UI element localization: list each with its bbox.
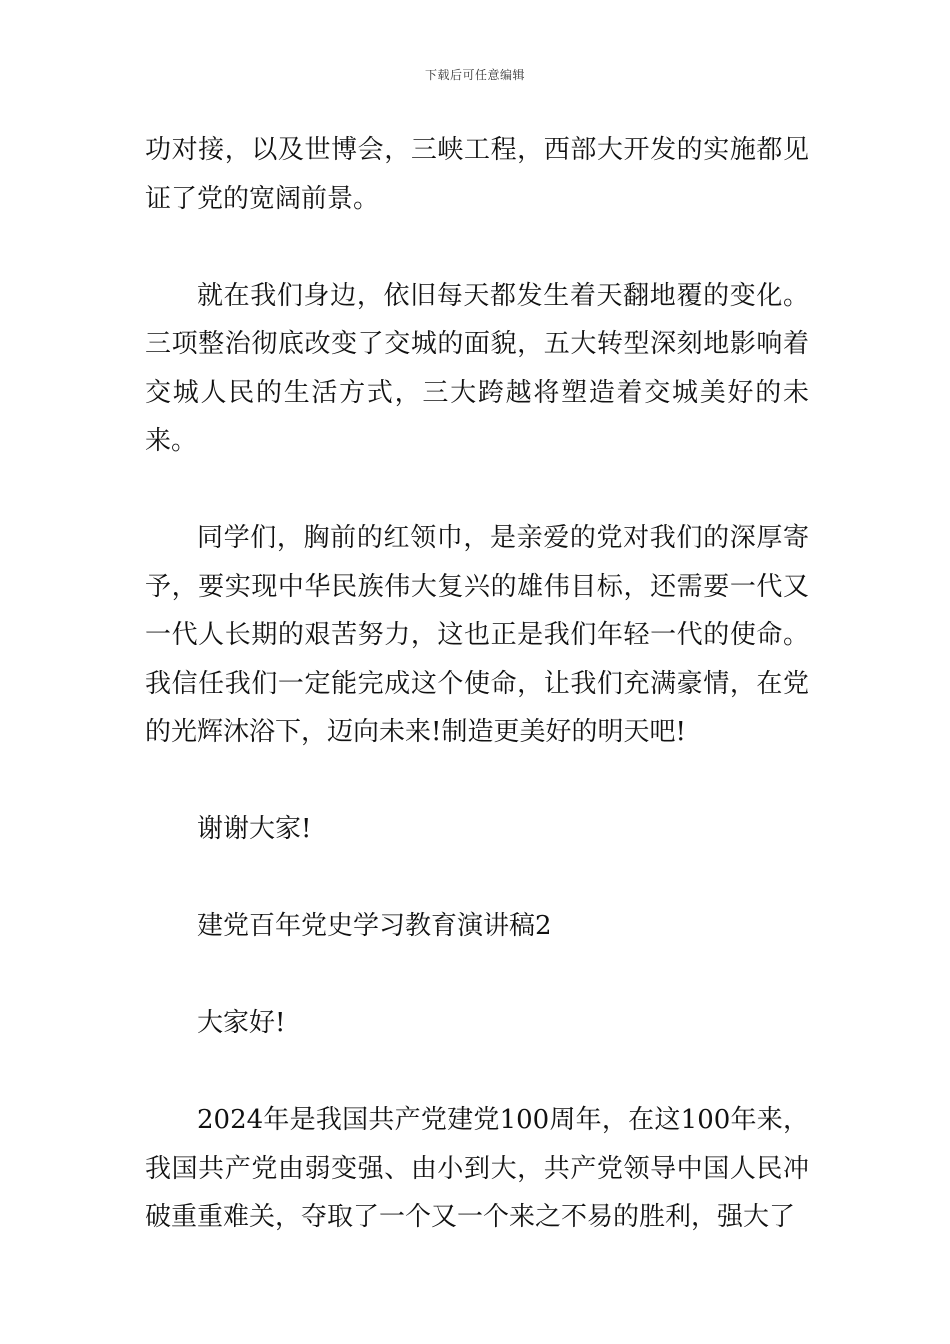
section-title: 建党百年党史学习教育演讲稿2 — [197, 911, 552, 941]
paragraph-anniversary: 2024年是我国共产党建党100周年，在这100年来，我国共产党由弱变强、由小到大，共产党领导中国人民冲破重重难关，夺取了一个又一个来之不易的胜利，强大了 — [145, 1105, 809, 1232]
paragraph-continuation: 功对接，以及世博会，三峡工程，西部大开发的实施都见证了党的宽阔前景。 — [145, 135, 809, 214]
paragraph-changes: 就在我们身边，依旧每天都发生着天翻地覆的变化。三项整治彻底改变了交城的面貌，五大转型深刻地影响着交城人民的生活方式，三大跨越将塑造着交城美好的未来。 — [145, 280, 809, 456]
document-body — [145, 126, 809, 1242]
paragraph-students: 同学们，胸前的红领巾，是亲爱的党对我们的深厚寄予，要实现中华民族伟大复兴的雄伟目标，还需要一代又一代人长期的艰苦努力，这也正是我们年轻一代的使命。我信任我们一定能完成这个使命，让我们充满豪情，在党的光辉沐浴下，迈向未来!制造更美好的明天吧! — [145, 523, 809, 747]
page-header: 下载后可任意编辑 — [424, 68, 525, 82]
paragraph-greeting: 大家好! — [197, 1008, 286, 1038]
paragraph-thanks: 谢谢大家! — [197, 814, 312, 844]
